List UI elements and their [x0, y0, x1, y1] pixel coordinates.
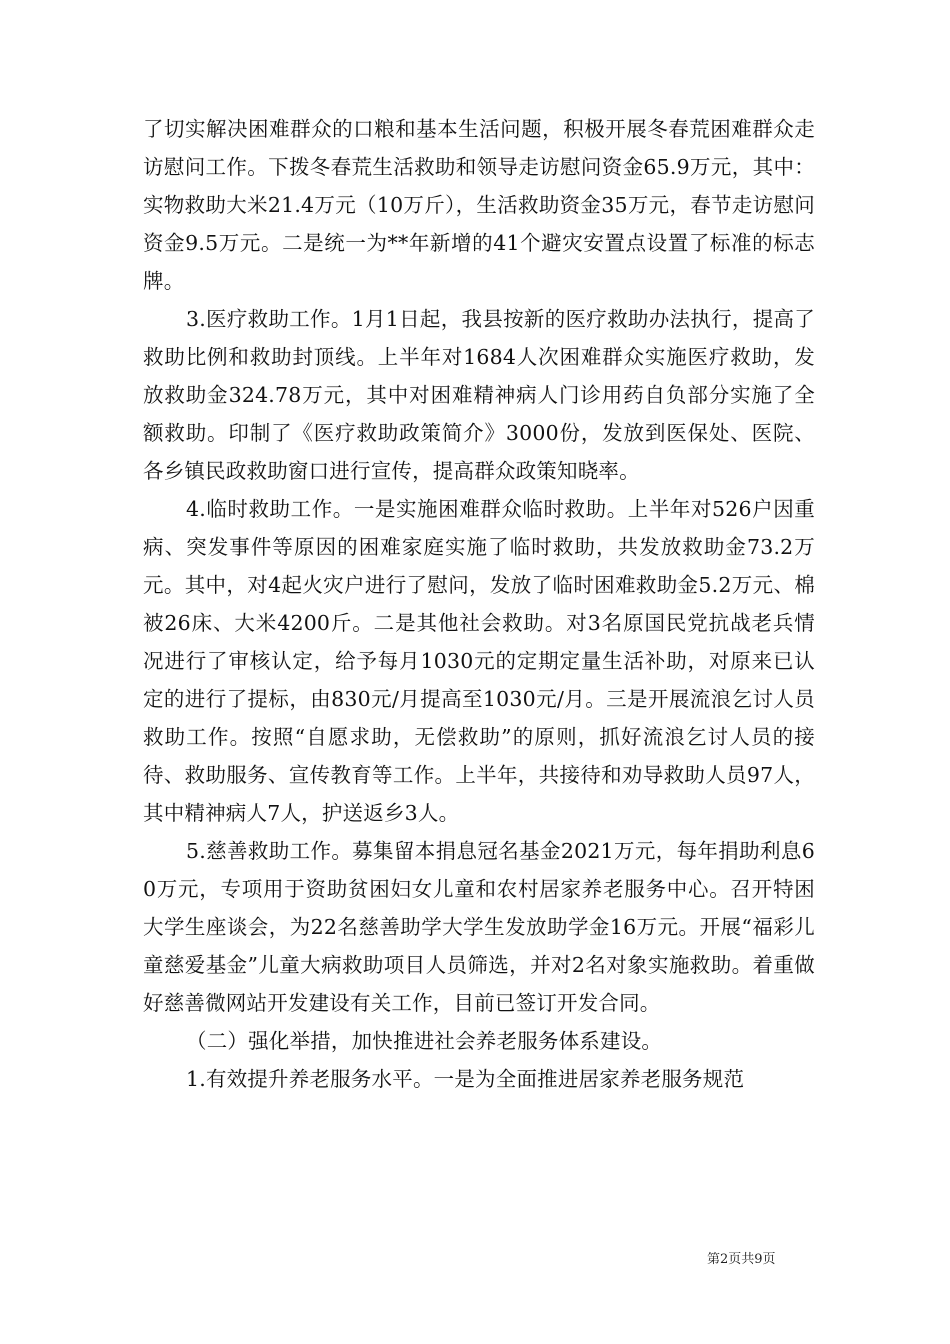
section-heading-elderly-care: （二）强化举措，加快推进社会养老服务体系建设。	[186, 1029, 663, 1053]
page-number-footer: 第2页共9页	[707, 1252, 776, 1267]
paragraph-medical-assistance: 3.医疗救助工作。1月1日起，我县按新的医疗救助办法执行，提高了救助比例和救助封顶线。上半年对1684人次困难群众实施医疗救助，发放救助金324.78万元，其中对困难精神病人门诊用药自负部分实施了全额救助。印制了《医疗救助政策简介》3000份，发放到医保处、医院、各乡镇民政救助窗口进行宣传，提高群众政策知晓率。	[143, 307, 815, 483]
document-body	[143, 110, 815, 1098]
paragraph-elderly-service-level: 1.有效提升养老服务水平。一是为全面推进居家养老服务规范	[186, 1067, 745, 1091]
paragraph-charity-assistance: 5.慈善救助工作。募集留本捐息冠名基金2021万元，每年捐助利息60万元，专项用于资助贫困妇女儿童和农村居家养老服务中心。召开特困大学生座谈会，为22名慈善助学大学生发放助学金16万元。开展“福彩儿童慈爱基金”儿童大病救助项目人员筛选，并对2名对象实施救助。着重做好慈善微网站开发建设有关工作，目前已签订开发合同。	[143, 839, 815, 1015]
paragraph-disaster-relief-continued: 了切实解决困难群众的口粮和基本生活问题，积极开展冬春荒困难群众走访慰问工作。下拨冬春荒生活救助和领导走访慰问资金65.9万元，其中：实物救助大米21.4万元（10万斤），生活救助资金35万元，春节走访慰问资金9.5万元。二是统一为**年新增的41个避灾安置点设置了标准的标志牌。	[143, 117, 815, 293]
paragraph-temporary-assistance: 4.临时救助工作。一是实施困难群众临时救助。上半年对526户因重病、突发事件等原因的困难家庭实施了临时救助，共发放救助金73.2万元。其中，对4起火灾户进行了慰问，发放了临时困难救助金5.2万元、棉被26床、大米4200斤。二是其他社会救助。对3名原国民党抗战老兵情况进行了审核认定，给予每月1030元的定期定量生活补助，对原来已认定的进行了提标，由830元/月提高至1030元/月。三是开展流浪乞讨人员救助工作。按照“自愿求助，无偿救助”的原则，抓好流浪乞讨人员的接待、救助服务、宣传教育等工作。上半年，共接待和劝导救助人员97人，其中精神病人7人，护送返乡3人。	[143, 497, 815, 825]
